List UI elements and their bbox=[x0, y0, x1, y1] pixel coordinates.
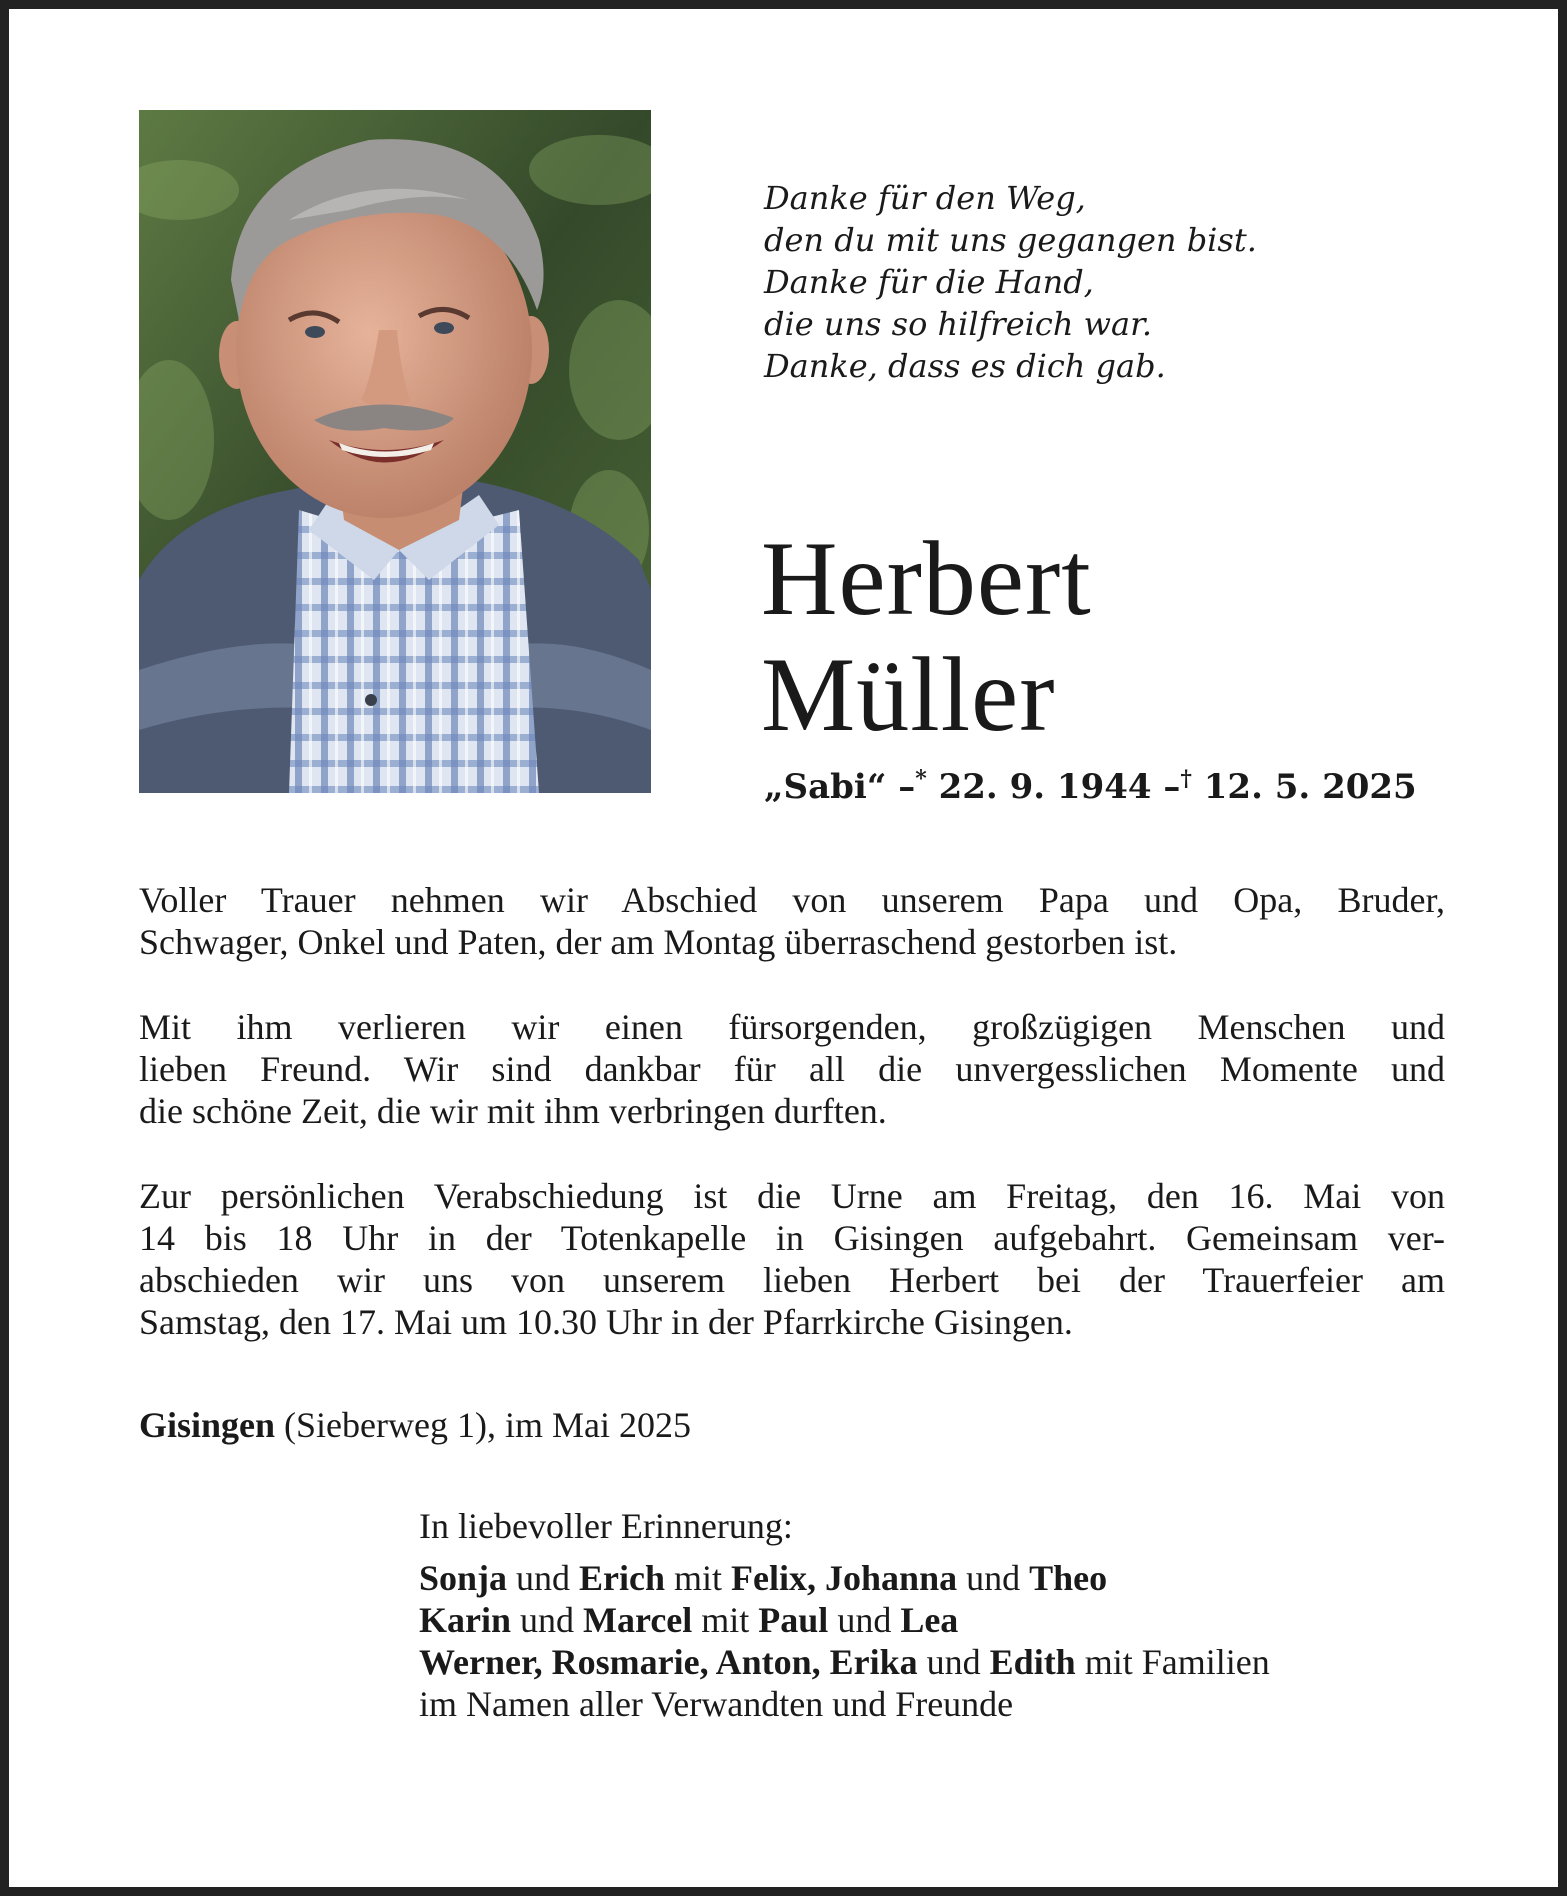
family-signatures bbox=[419, 1505, 1449, 1725]
paragraph-ceremony bbox=[139, 1175, 1445, 1343]
connector: und bbox=[511, 1600, 584, 1640]
family-line bbox=[419, 1599, 1449, 1641]
connector: mit Familien bbox=[1075, 1642, 1270, 1682]
paragraph-line: Mit ihm verlieren wir einen fürsorgenden, großzügigen Menschen und bbox=[139, 1007, 1445, 1047]
paragraph-line: die schöne Zeit, die wir mit ihm verbringen durften. bbox=[139, 1091, 887, 1131]
birth-symbol: * bbox=[915, 766, 927, 792]
dash: – bbox=[1163, 767, 1181, 807]
connector: und bbox=[828, 1600, 901, 1640]
place-and-date bbox=[139, 1404, 691, 1446]
family-name: Theo bbox=[1029, 1558, 1108, 1598]
deceased-name bbox=[761, 521, 1092, 753]
paragraph-line: Zur persönlichen Verabschiedung ist die Urne am Freitag, den 16. Mai von bbox=[139, 1176, 1445, 1216]
family-name: Lea bbox=[900, 1600, 959, 1640]
dash: – bbox=[898, 767, 916, 807]
family-name: Sonja bbox=[419, 1558, 508, 1598]
portrait-illustration bbox=[139, 110, 651, 793]
family-name: Karin bbox=[419, 1600, 512, 1640]
paragraph-farewell bbox=[139, 879, 1445, 963]
connector: und bbox=[507, 1558, 580, 1598]
family-name: Erich bbox=[579, 1558, 666, 1598]
family-name: Edith bbox=[989, 1642, 1076, 1682]
paragraph-line: Voller Trauer nehmen wir Abschied von unserem Papa und Opa, Bruder, bbox=[139, 880, 1445, 920]
paragraph-line: Schwager, Onkel und Paten, der am Montag überraschend gestorben ist. bbox=[139, 922, 1178, 962]
family-line bbox=[419, 1557, 1449, 1599]
poem-line: Danke, dass es dich gab. bbox=[764, 347, 1166, 385]
connector: mit bbox=[692, 1600, 759, 1640]
poem-verse bbox=[764, 177, 1404, 387]
address-date: (Sieberweg 1), im Mai 2025 bbox=[275, 1405, 691, 1445]
paragraph-tribute bbox=[139, 1006, 1445, 1132]
poem-line: Danke für den Weg, bbox=[764, 179, 1086, 217]
family-name: Marcel bbox=[583, 1600, 693, 1640]
last-name: Müller bbox=[761, 636, 1056, 753]
connector: mit bbox=[665, 1558, 732, 1598]
paragraph-line: 14 bis 18 Uhr in der Totenkapelle in Gisingen aufgebahrt. Gemeinsam ver- bbox=[139, 1218, 1445, 1258]
family-intro: In liebevoller Erinnerung: bbox=[419, 1506, 793, 1546]
first-name: Herbert bbox=[761, 520, 1092, 637]
nickname: „Sabi“ bbox=[764, 767, 887, 807]
life-dates bbox=[764, 757, 1417, 809]
death-symbol: † bbox=[1180, 766, 1192, 792]
family-name: Felix, Johanna bbox=[731, 1558, 958, 1598]
connector: und bbox=[917, 1642, 990, 1682]
connector: und bbox=[957, 1558, 1030, 1598]
poem-line: Danke für die Hand, bbox=[764, 263, 1094, 301]
portrait-photo bbox=[139, 110, 651, 793]
paragraph-line: Samstag, den 17. Mai um 10.30 Uhr in der Pfarrkirche Gisingen. bbox=[139, 1302, 1073, 1342]
death-date: 12. 5. 2025 bbox=[1203, 767, 1417, 807]
family-line bbox=[419, 1641, 1449, 1683]
poem-line: die uns so hilfreich war. bbox=[764, 305, 1153, 343]
family-name: Paul bbox=[758, 1600, 829, 1640]
town-name: Gisingen bbox=[139, 1405, 276, 1445]
family-name: Werner, Rosmarie, Anton, Erika bbox=[419, 1642, 918, 1682]
family-closing: im Namen aller Verwandten und Freunde bbox=[419, 1684, 1014, 1724]
poem-line: den du mit uns gegangen bist. bbox=[764, 221, 1257, 259]
paragraph-line: lieben Freund. Wir sind dankbar für all die unvergesslichen Momente und bbox=[139, 1049, 1445, 1089]
birth-date: 22. 9. 1944 bbox=[938, 767, 1152, 807]
paragraph-line: abschieden wir uns von unserem lieben Herbert bei der Trauerfeier am bbox=[139, 1260, 1445, 1300]
